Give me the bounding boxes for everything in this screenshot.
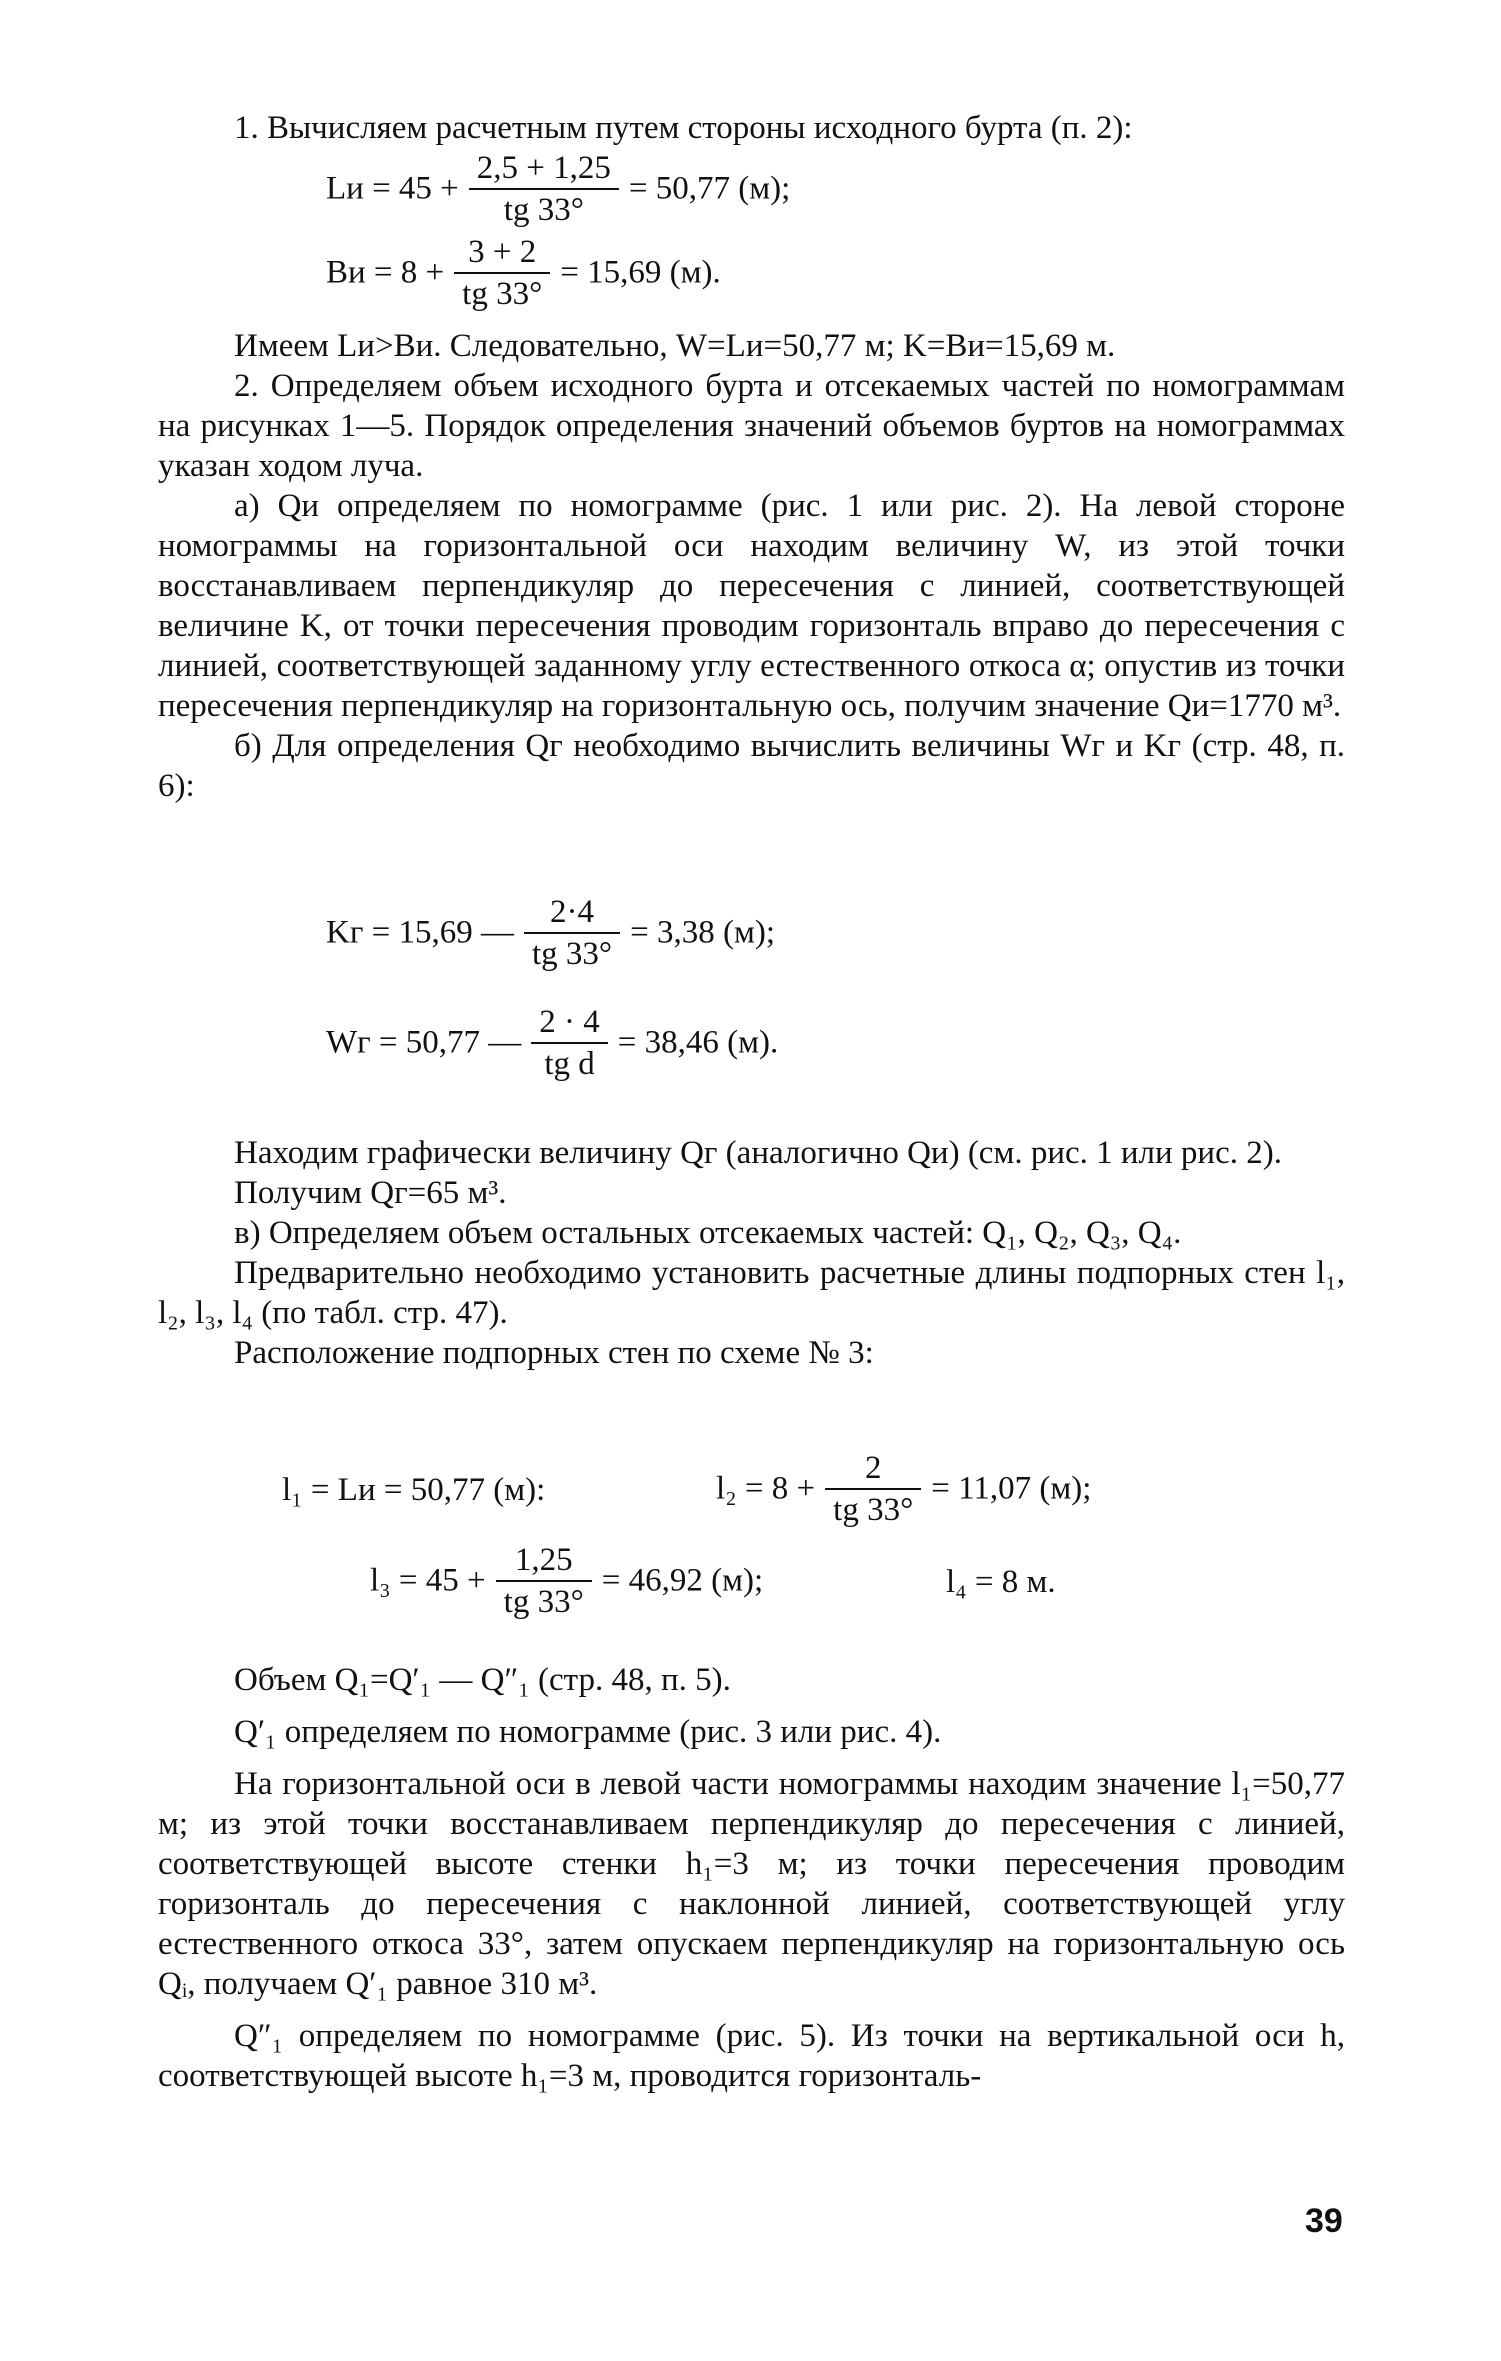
paragraph-nahodim: Находим графически величину Qг (аналогично Qи) (см. рис. 1 или рис. 2). [234, 1135, 1282, 1171]
equation-numerator: 3 + 2 [454, 232, 550, 274]
paragraph-imeem: Имеем Lи>Bи. Следовательно, W=Lи=50,77 м; K=Bи=15,69 м. [234, 328, 1116, 364]
paragraph-step-2: 2. Определяем объем исходного бурта и отсекаемых частей по номограммам на рисунках 1—5. Порядок определения значений объемов буртов на номограммах указан ходом луча. [158, 368, 1345, 484]
equation-numerator: 1,25 [496, 1540, 592, 1582]
equation-B-i [326, 232, 721, 314]
paragraph-gorizontalnoy: На горизонтальной оси в левой части номограммы находим значение l₁=50,77 м; из этой точки восстанавливаем перпендикуляр до пересечения с линией, соответствующей высоте стенки h₁=3 м; из точки пересечения проводим горизонталь до пересечения с наклонной линией, соответствующей углу естественного откоса 33°, затем опускаем перпендикуляр на горизонтальную ось Qᵢ, получаем Q′₁ равное 310 м³. [158, 1766, 1345, 2002]
paragraph-q1-prime: Q′₁ определяем по номограмме (рис. 3 или рис. 4). [234, 1714, 942, 1750]
equation-rhs: = 11,07 (м); [931, 1470, 1092, 1507]
equation-denominator: tg 33° [833, 1492, 914, 1528]
text-block-middle [158, 1133, 1345, 1373]
equation-lhs: l₃ = 45 + [370, 1562, 486, 1599]
page-number: 39 [1305, 2202, 1343, 2240]
text-block-end [158, 1660, 1345, 2096]
paragraph-poluchim: Получим Qг=65 м³. [234, 1175, 507, 1211]
text-block-intro [158, 108, 1345, 148]
paragraph-b: б) Для определения Qг необходимо вычислить величины Wг и Kг (стр. 48, п. 6): [158, 728, 1345, 804]
equation-W-g [326, 1002, 778, 1084]
paragraph-predvaritelno: Предварительно необходимо установить расчетные длины подпорных стен l₁, l₂, l₃, l₄ (по табл. стр. 47). [158, 1255, 1345, 1331]
equation-rhs: = 3,38 (м); [630, 914, 775, 951]
equation-l2 [716, 1448, 1091, 1530]
equation-denominator: tg 33° [503, 192, 584, 228]
equation-text: l₄ = 8 м. [946, 1563, 1056, 1600]
paragraph-a: а) Qи определяем по номограмме (рис. 1 или рис. 2). На левой стороне номограммы на горизонтальной оси находим величину W, из этой точки восстанавливаем перпендикуляр до пересечения с линией, соответствующей величине K, от точки пересечения проводим горизонталь вправо до пересечения с линией, соответствующей заданному углу естественного откоса α; опустив из точки пересечения перпендикуляр на горизонтальную ось, получим значение Qи=1770 м³. [158, 488, 1345, 724]
equation-K-g [326, 892, 775, 974]
equation-numerator: 2 · 4 [531, 1002, 608, 1044]
paragraph-raspolozhenie: Расположение подпорных стен по схеме № 3: [234, 1335, 874, 1371]
paragraph-obem: Объем Q₁=Q′₁ — Q″₁ (стр. 48, п. 5). [234, 1662, 731, 1698]
equation-rhs: = 46,92 (м); [601, 1562, 764, 1599]
equation-denominator: tg 33° [531, 936, 613, 972]
equation-lhs: l₂ = 8 + [716, 1470, 816, 1507]
paragraph-step-1: 1. Вычисляем расчетным путем стороны исходного бурта (п. 2): [234, 110, 1133, 146]
text-block-main [158, 326, 1345, 806]
equation-lhs: Bи = 8 + [326, 254, 445, 291]
equation-numerator: 2 [825, 1448, 921, 1490]
equation-l4 [946, 1562, 1056, 1601]
equation-l3 [370, 1540, 763, 1622]
equation-rhs: = 15,69 (м). [560, 254, 721, 291]
equation-lhs: Lи = 45 + [326, 170, 459, 207]
equation-rhs: = 50,77 (м); [628, 170, 791, 207]
paragraph-v: в) Определяем объем остальных отсекаемых частей: Q₁, Q₂, Q₃, Q₄. [234, 1215, 1182, 1251]
equation-rhs: = 38,46 (м). [617, 1024, 779, 1061]
paragraph-q1-double-prime: Q″₁ определяем по номограмме (рис. 5). Из точки на вертикальной оси h, соответствующей высоте h₁=3 м, проводится горизонталь- [158, 2018, 1345, 2094]
equation-l1 [282, 1470, 545, 1509]
equation-denominator: tg 33° [503, 1584, 584, 1620]
equation-text: l₁ = Lи = 50,77 (м): [282, 1471, 546, 1508]
equation-denominator: tg 33° [462, 276, 543, 312]
equation-denominator: tg d [544, 1046, 595, 1082]
equation-numerator: 2·4 [524, 892, 620, 934]
equation-L-i [326, 148, 790, 230]
equation-lhs: Kг = 15,69 — [326, 914, 514, 951]
equation-lhs: Wг = 50,77 — [326, 1024, 522, 1061]
equation-numerator: 2,5 + 1,25 [469, 148, 619, 190]
